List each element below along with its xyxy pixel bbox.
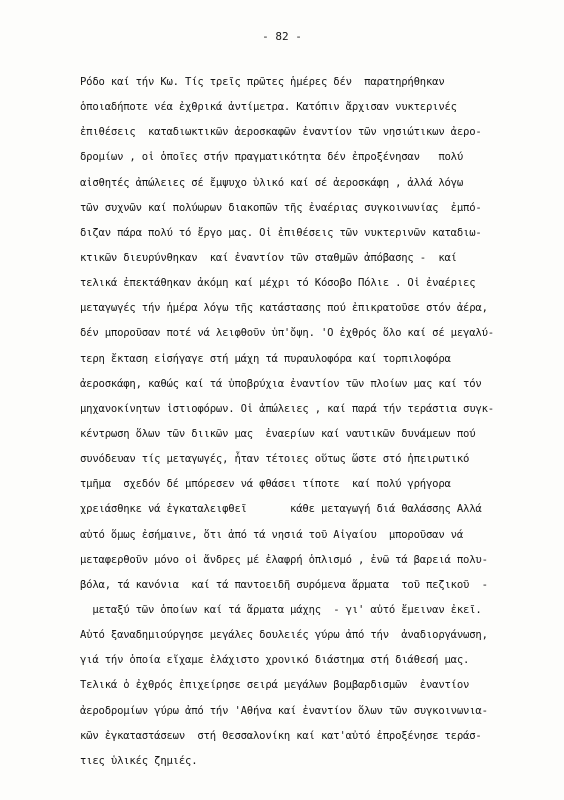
text-line: τμῆμα σχεδόν δέ μπόρεσεν νά φθάσει τίποτε καί πολύ γρήγορα — [80, 478, 451, 491]
body-text — [80, 70, 540, 774]
text-line: κέντρωση ὅλων τῶν διικῶν μας ἐναερίων καί ναυτικῶν δυνάμεων πού — [80, 427, 476, 440]
text-line: αἰσθητές ἀπώλειες σέ ἔμψυχο ὑλικό καί σέ ἀεροσκάφη , ἀλλά λόγω — [80, 176, 464, 189]
text-line: διζαν πάρα πολύ τό ἔργο μας. Οἱ ἐπιθέσεις τῶν νυκτερινῶν καταδιω- — [80, 226, 482, 239]
text-line: τελικά ἐπεκτάθηκαν ἀκόμη καί μέχρι τό Κόσοβο Πόλιε . Οἱ ἐναέριες — [80, 277, 476, 290]
text-line: ἀεροσκάφη, καθώς καί τά ὑποβρύχια ἐναντίον τῶν πλοίων μας καί τόν — [80, 377, 482, 390]
text-line: κτικῶν διευρύνθηκαν καί ἐναντίον τῶν σταθμῶν ἀπόβασης - καί — [80, 251, 457, 264]
text-line: τῶν συχνῶν καί πολύωρων διακοπῶν τῆς ἐναέριας συγκοινωνίας ἐμπό- — [80, 201, 482, 214]
text-line: μεταγωγές τήν ἡμέρα λόγω τῆς κατάστασης πού ἐπικρατοῦσε στόν ἀέρα, — [80, 302, 488, 315]
text-line: δρομίων , οἱ ὁποῖες στήν πραγματικότητα δέν ἐπροξένησαν πολύ — [80, 151, 464, 164]
text-line: Ρόδο καί τήν Κω. Τίς τρεῖς πρῶτες ἡμέρες δέν παρατηρήθηκαν — [80, 76, 445, 88]
text-line: αὐτό ὅμως ἐσήμαινε, ὅτι ἀπό τά νησιά τοῦ Αἰγαίου μποροῦσαν νά — [80, 528, 464, 541]
text-line: ἀεροδρομίων γύρω ἀπό τήν 'Αθήνα καί ἐναντίον ὅλων τῶν συγκοινωνια- — [80, 704, 488, 717]
text-line: μηχανοκίνητων ἱστιοφόρων. Οἱ ἀπώλειες , καί παρά τήν τεράστια συγκ- — [80, 402, 494, 415]
text-line: βόλα, τά κανόνια καί τά παντοειδῆ συρόμενα ἅρματα τοῦ πεζικοῦ - — [80, 578, 488, 591]
text-line: κῶν ἐγκαταστάσεων στή Θεσσαλονίκη καί κατ'αὐτό ἐπροξένησε τεράσ- — [80, 729, 482, 742]
text-line: χρειάσθηκε νά ἐγκαταλειφθεῖ κάθε μεταγωγή διά θαλάσσης Αλλά — [80, 503, 482, 516]
page-number: - 82 - — [262, 30, 302, 43]
text-line: δέν μποροῦσαν ποτέ νά λειφθοῦν ὑπ'ὄψη. 'Ο ἐχθρός ὅλο καί σέ μεγαλύ- — [80, 327, 494, 340]
text-line: τερη ἔκταση εἰσήγαγε στή μάχη τά πυραυλοφόρα καί τορπιλοφόρα — [80, 352, 451, 365]
text-line: μεταξύ τῶν ὁποίων καί τά ἅρματα μάχης - γι' αὐτό ἔμειναν ἐκεῖ. — [80, 603, 482, 616]
text-line: ὁποιαδήποτε νέα ἐχθρικά ἀντίμετρα. Κατόπιν ἄρχισαν νυκτερινές — [80, 101, 457, 114]
text-line: γιά τήν ὁποία εἴχαμε ἐλάχιστο χρονικό διάστημα στή διάθεσή μας. — [80, 654, 470, 667]
text-line: Αὐτό ξαναδημιούργησε μεγάλες δουλειές γύρω ἀπό τήν ἀναδιοργάνωση, — [80, 629, 488, 642]
text-line: μεταφερθοῦν μόνο οἱ ἄνδρες μέ ἐλαφρή ὁπλισμό , ἐνῶ τά βαρειά πολυ- — [80, 553, 488, 566]
text-line: συνόδευαν τίς μεταγωγές, ἦταν τέτοιες οὕτως ὥστε στό ἠπειρωτικό — [80, 453, 470, 466]
text-line: ἐπιθέσεις καταδιωκτικῶν ἀεροσκαφῶν ἐναντίον τῶν νησιώτικων ἀερο- — [80, 126, 482, 139]
text-line: τιες ὑλικές ζημιές. — [80, 754, 198, 767]
text-line: Τελικά ὁ ἐχθρός ἐπιχείρησε σειρά μεγάλων βομβαρδισμῶν ἐναντίον — [80, 679, 470, 692]
